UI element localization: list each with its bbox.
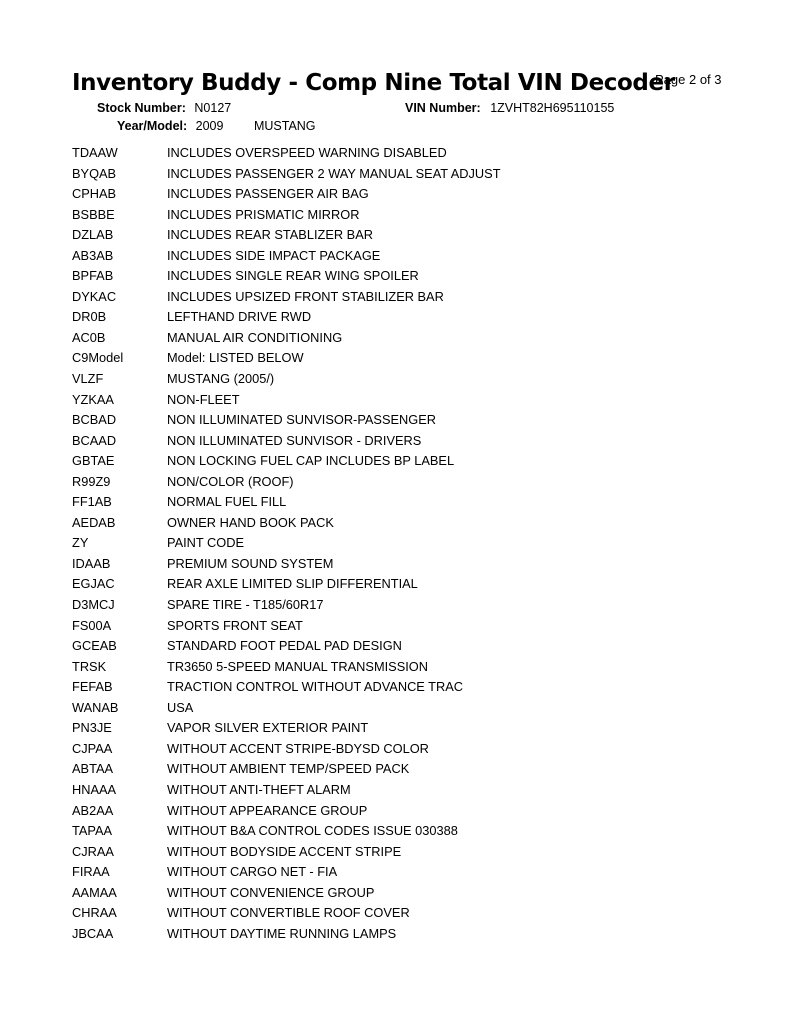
page-title: Inventory Buddy - Comp Nine Total VIN Decoder: [72, 70, 675, 96]
option-description: WITHOUT ACCENT STRIPE-BDYSD COLOR: [167, 740, 429, 756]
option-description: REAR AXLE LIMITED SLIP DIFFERENTIAL: [167, 576, 418, 592]
list-item: [72, 903, 772, 924]
list-item: [72, 780, 772, 801]
option-description: NON-FLEET: [167, 391, 240, 407]
option-code: YZKAA: [72, 391, 114, 407]
list-item: [72, 574, 772, 595]
list-item: [72, 451, 772, 472]
option-code: D3MCJ: [72, 597, 115, 613]
option-code: TDAAW: [72, 145, 118, 160]
option-description: WITHOUT CONVENIENCE GROUP: [167, 884, 375, 900]
option-description: VAPOR SILVER EXTERIOR PAINT: [167, 720, 369, 736]
option-description: WITHOUT CONVERTIBLE ROOF COVER: [167, 905, 410, 921]
list-item: [72, 513, 772, 534]
option-code: DR0B: [72, 309, 107, 325]
option-description: NON ILLUMINATED SUNVISOR-PASSENGER: [167, 412, 437, 428]
option-description: NON LOCKING FUEL CAP INCLUDES BP LABEL: [167, 453, 455, 469]
list-item: [72, 739, 772, 760]
list-item: [72, 883, 772, 904]
list-item: [72, 369, 772, 390]
list-item: [72, 821, 772, 842]
option-code: AC0B: [72, 329, 106, 345]
option-code: ABTAA: [72, 761, 114, 777]
option-description: LEFTHAND DRIVE RWD: [167, 309, 312, 325]
list-item: [72, 698, 772, 719]
vin-number-label: VIN Number:: [405, 101, 481, 115]
option-code: AB2AA: [72, 802, 114, 818]
year-model: [117, 119, 316, 133]
list-item: [72, 143, 772, 164]
list-item: [72, 205, 772, 226]
option-code: DZLAB: [72, 227, 114, 243]
list-item: [72, 225, 772, 246]
option-code: FEFAB: [72, 679, 113, 695]
option-code: EGJAC: [72, 576, 115, 592]
option-code: AAMAA: [72, 884, 117, 900]
option-code: CJPAA: [72, 740, 113, 756]
option-code: ZY: [72, 535, 89, 551]
option-description: SPARE TIRE - T185/60R17: [167, 597, 324, 613]
list-item: [72, 348, 772, 369]
option-code-list: [72, 143, 772, 944]
option-code: GBTAE: [72, 453, 115, 469]
option-description: INCLUDES PASSENGER 2 WAY MANUAL SEAT ADJUST: [167, 165, 501, 181]
option-code: FS00A: [72, 617, 112, 633]
option-description: WITHOUT APPEARANCE GROUP: [167, 802, 368, 818]
option-description: INCLUDES REAR STABLIZER BAR: [167, 227, 373, 243]
option-code: BSBBE: [72, 206, 115, 222]
list-item: [72, 184, 772, 205]
option-code: VLZF: [72, 371, 104, 387]
option-description: WITHOUT DAYTIME RUNNING LAMPS: [167, 925, 397, 941]
option-code: AEDAB: [72, 514, 116, 530]
model-value: MUSTANG: [253, 119, 316, 133]
option-code: PN3JE: [72, 720, 112, 736]
option-description: Model: LISTED BELOW: [167, 350, 304, 366]
list-item: [72, 472, 772, 493]
option-description: PAINT CODE: [167, 535, 245, 551]
option-code: WANAB: [72, 699, 119, 715]
option-description: INCLUDES SINGLE REAR WING SPOILER: [167, 268, 419, 284]
year-model-label: Year/Model:: [117, 119, 188, 133]
list-item: [72, 862, 772, 883]
list-item: [72, 492, 772, 513]
option-description: NORMAL FUEL FILL: [167, 494, 287, 510]
option-description: INCLUDES OVERSPEED WARNING DISABLED: [167, 145, 447, 160]
option-code: C9Model: [72, 350, 124, 366]
option-description: NON/COLOR (ROOF): [167, 473, 294, 489]
list-item: [72, 554, 772, 575]
list-item: [72, 266, 772, 287]
option-description: WITHOUT AMBIENT TEMP/SPEED PACK: [167, 761, 410, 777]
option-code: BYQAB: [72, 165, 117, 181]
list-item: [72, 616, 772, 637]
page-indicator: Page 2 of 3: [655, 72, 722, 87]
option-description: PREMIUM SOUND SYSTEM: [167, 555, 334, 571]
list-item: [72, 677, 772, 698]
list-item: [72, 410, 772, 431]
option-code: BPFAB: [72, 268, 114, 284]
option-description: MUSTANG (2005/): [167, 371, 275, 387]
vin-number-value: 1ZVHT82H695110155: [490, 101, 615, 115]
option-code: IDAAB: [72, 555, 111, 571]
option-code: BCAAD: [72, 432, 117, 448]
list-item: [72, 246, 772, 267]
option-code: FIRAA: [72, 864, 110, 880]
option-code: CHRAA: [72, 905, 117, 921]
list-item: [72, 533, 772, 554]
list-item: [72, 657, 772, 678]
option-description: INCLUDES SIDE IMPACT PACKAGE: [167, 247, 381, 263]
option-description: WITHOUT ANTI-THEFT ALARM: [167, 781, 351, 797]
list-item: [72, 287, 772, 308]
option-description: NON ILLUMINATED SUNVISOR - DRIVERS: [167, 432, 422, 448]
option-code: CJRAA: [72, 843, 114, 859]
vin-number: [405, 101, 614, 115]
option-description: STANDARD FOOT PEDAL PAD DESIGN: [167, 638, 402, 654]
option-description: WITHOUT BODYSIDE ACCENT STRIPE: [167, 843, 402, 859]
list-item: [72, 842, 772, 863]
year-value: 2009: [195, 119, 224, 133]
option-description: TRACTION CONTROL WITHOUT ADVANCE TRAC: [167, 679, 464, 695]
list-item: [72, 390, 772, 411]
stock-number: [97, 101, 231, 115]
option-code: R99Z9: [72, 473, 111, 489]
option-code: TAPAA: [72, 823, 113, 839]
list-item: [72, 924, 772, 945]
list-item: [72, 164, 772, 185]
stock-number-label: Stock Number:: [97, 101, 186, 115]
option-description: USA: [167, 699, 194, 715]
list-item: [72, 431, 772, 452]
option-description: TR3650 5-SPEED MANUAL TRANSMISSION: [167, 658, 428, 674]
option-code: AB3AB: [72, 247, 114, 263]
option-code: HNAAA: [72, 781, 117, 797]
option-code: FF1AB: [72, 494, 112, 510]
list-item: [72, 595, 772, 616]
list-item: [72, 328, 772, 349]
option-description: MANUAL AIR CONDITIONING: [167, 329, 343, 345]
option-code: BCBAD: [72, 412, 117, 428]
option-description: SPORTS FRONT SEAT: [167, 617, 303, 633]
list-item: [72, 307, 772, 328]
option-code: GCEAB: [72, 638, 117, 654]
option-description: WITHOUT CARGO NET - FIA: [167, 864, 338, 880]
option-code: TRSK: [72, 658, 107, 674]
list-item: [72, 759, 772, 780]
option-description: WITHOUT B&A CONTROL CODES ISSUE 030388: [167, 823, 458, 839]
option-code: JBCAA: [72, 925, 114, 941]
list-item: [72, 636, 772, 657]
option-description: INCLUDES PRISMATIC MIRROR: [167, 206, 360, 222]
option-code: CPHAB: [72, 186, 117, 202]
list-item: [72, 718, 772, 739]
list-item: [72, 801, 772, 822]
option-description: INCLUDES UPSIZED FRONT STABILIZER BAR: [167, 288, 444, 304]
option-code: DYKAC: [72, 288, 117, 304]
option-description: OWNER HAND BOOK PACK: [167, 514, 334, 530]
option-description: INCLUDES PASSENGER AIR BAG: [167, 186, 369, 202]
stock-number-value: N0127: [194, 101, 232, 115]
